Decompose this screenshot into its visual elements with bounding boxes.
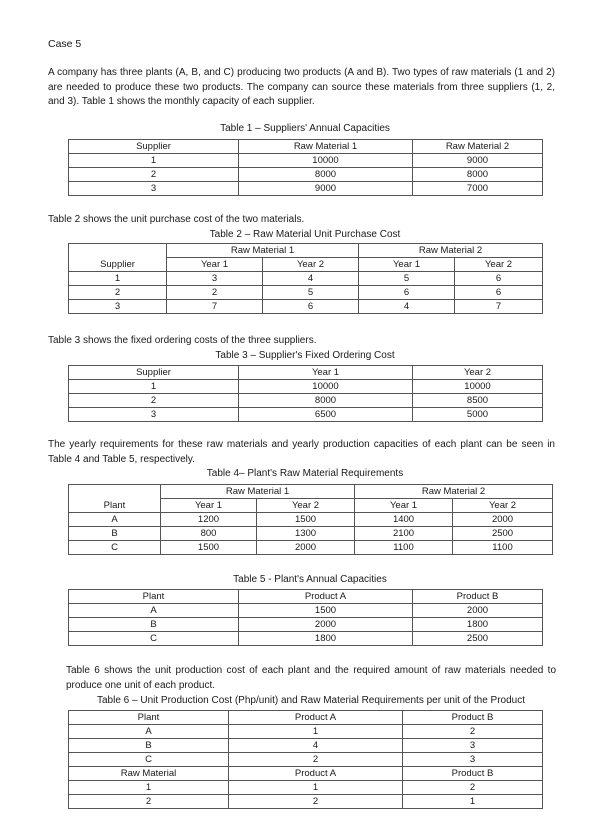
table2-group-header: Raw Material 2 (359, 244, 543, 258)
table5-cell: C (69, 632, 239, 646)
table3-cell: 5000 (413, 408, 543, 422)
table4-cell: 1500 (161, 541, 257, 555)
table1-header: Raw Material 2 (413, 140, 543, 154)
table2-intro: Table 2 shows the unit purchase cost of the two materials. (48, 214, 305, 225)
table6-header: Product B (403, 767, 543, 781)
table4-cell: 2000 (257, 541, 355, 555)
table6-cell: 1 (229, 725, 403, 739)
table4-cell: 1200 (161, 513, 257, 527)
table5-cell: 2000 (239, 618, 413, 632)
intro-paragraph: A company has three plants (A, B, and C) producing two products (A and B). Two types of raw materials (1 and 2) are needed to produce these two products. The company can source these materials from three suppliers (1, 2, and 3). Table 1 shows the monthly capacity of each supplier. (48, 67, 555, 107)
table6-cell: 4 (229, 739, 403, 753)
table2-cell: 5 (263, 286, 359, 300)
table6-cell: 2 (229, 753, 403, 767)
table4-caption: Table 4– Plant's Raw Material Requirements (206, 468, 404, 479)
table1-cell: 9000 (413, 154, 543, 168)
table6-cell: B (69, 739, 229, 753)
page-heading: Case 5 (48, 38, 82, 50)
table6-cell: 1 (69, 781, 229, 795)
table3-cell: 6500 (239, 408, 413, 422)
table6-cell: 3 (403, 739, 543, 753)
table1-cell: 2 (69, 168, 239, 182)
table2-cell: 3 (69, 300, 167, 314)
table6 (68, 710, 543, 809)
table6-cell: 2 (229, 795, 403, 809)
table1-cell: 8000 (239, 168, 413, 182)
table1-cell: 8000 (413, 168, 543, 182)
table6-cell: A (69, 725, 229, 739)
table6-header: Plant (69, 711, 229, 725)
table1-cell: 1 (69, 154, 239, 168)
table4-cell: 2000 (453, 513, 553, 527)
table6-header: Product A (229, 767, 403, 781)
table2-cell: 6 (263, 300, 359, 314)
table6-intro: Table 6 shows the unit production cost of each plant and the required amount of raw materials needed to produce one unit of each product. (66, 665, 556, 691)
table2-cell: 2 (167, 286, 263, 300)
table6-header: Raw Material (69, 767, 229, 781)
table4-group-header: Raw Material 2 (355, 485, 553, 499)
table3-intro: Table 3 shows the fixed ordering costs of the three suppliers. (48, 335, 317, 346)
table3-cell: 2 (69, 394, 239, 408)
table1-cell: 9000 (239, 182, 413, 196)
table1-header: Raw Material 1 (239, 140, 413, 154)
table4-cell: 1300 (257, 527, 355, 541)
table2-cell: 5 (359, 272, 455, 286)
table3-cell: 1 (69, 380, 239, 394)
table2-cell: 7 (455, 300, 543, 314)
table4 (68, 484, 553, 555)
table5-header: Product B (413, 590, 543, 604)
table3-cell: 10000 (413, 380, 543, 394)
table5-cell: 2500 (413, 632, 543, 646)
table3-header: Year 2 (413, 366, 543, 380)
table4-cell: 800 (161, 527, 257, 541)
table2-cell: 6 (455, 286, 543, 300)
table4-header: Year 1 (355, 499, 453, 513)
table4-cell: 1400 (355, 513, 453, 527)
table2-cell: 1 (69, 272, 167, 286)
table1 (68, 139, 543, 196)
table2-cell: 7 (167, 300, 263, 314)
table1-cell: 3 (69, 182, 239, 196)
table2-caption: Table 2 – Raw Material Unit Purchase Cost (209, 229, 401, 240)
table4-header: Year 2 (453, 499, 553, 513)
table4-group-header: Raw Material 1 (161, 485, 355, 499)
table4-cell: 2100 (355, 527, 453, 541)
table5-cell: 1800 (413, 618, 543, 632)
table4-header: Plant (69, 499, 161, 513)
table4-cell: A (69, 513, 161, 527)
table2-cell: 6 (455, 272, 543, 286)
table2-cell: 2 (69, 286, 167, 300)
table6-cell: 3 (403, 753, 543, 767)
table2-header: Year 1 (167, 258, 263, 272)
table5-cell: 1500 (239, 604, 413, 618)
table3-cell: 3 (69, 408, 239, 422)
table6-cell: 2 (403, 725, 543, 739)
table3-cell: 8500 (413, 394, 543, 408)
table2-header: Year 2 (263, 258, 359, 272)
table6-cell: 1 (403, 795, 543, 809)
table2-cell: 3 (167, 272, 263, 286)
table1-caption: Table 1 – Suppliers' Annual Capacities (220, 123, 390, 134)
table6-caption: Table 6 – Unit Production Cost (Php/unit) and Raw Material Requirements per unit of the Product (97, 695, 525, 706)
table6-cell: 1 (229, 781, 403, 795)
table3-cell: 10000 (239, 380, 413, 394)
table5 (68, 589, 543, 646)
table2-header: Year 2 (455, 258, 543, 272)
table4-cell: C (69, 541, 161, 555)
table4-cell: B (69, 527, 161, 541)
table4-cell: 2500 (453, 527, 553, 541)
table2-cell: 6 (359, 286, 455, 300)
table1-cell: 7000 (413, 182, 543, 196)
table5-header: Plant (69, 590, 239, 604)
table2-header: Supplier (69, 258, 167, 272)
table2-cell: 4 (359, 300, 455, 314)
table2-cell: 4 (263, 272, 359, 286)
table6-header: Product A (229, 711, 403, 725)
table6-cell: 2 (403, 781, 543, 795)
table1-header: Supplier (69, 140, 239, 154)
table3-caption: Table 3 – Supplier's Fixed Ordering Cost (215, 350, 395, 361)
table3-header: Year 1 (239, 366, 413, 380)
table5-header: Product A (239, 590, 413, 604)
table5-cell: 2000 (413, 604, 543, 618)
table4-header: Year 2 (257, 499, 355, 513)
table2-header: Year 1 (359, 258, 455, 272)
table2 (68, 243, 543, 314)
table2-corner (69, 244, 167, 258)
table2-group-header: Raw Material 1 (167, 244, 359, 258)
table4-intro: The yearly requirements for these raw materials and yearly production capacities of each plant can be seen in Table 4 and Table 5, respectively. (48, 439, 555, 465)
table6-cell: 2 (69, 795, 229, 809)
table4-header: Year 1 (161, 499, 257, 513)
table1-cell: 10000 (239, 154, 413, 168)
table6-header: Product B (403, 711, 543, 725)
table4-cell: 1100 (355, 541, 453, 555)
table3-header: Supplier (69, 366, 239, 380)
table3-cell: 8000 (239, 394, 413, 408)
table5-cell: B (69, 618, 239, 632)
table5-cell: 1800 (239, 632, 413, 646)
table6-cell: C (69, 753, 229, 767)
table4-cell: 1100 (453, 541, 553, 555)
table4-cell: 1500 (257, 513, 355, 527)
table3 (68, 365, 543, 422)
table4-corner (69, 485, 161, 499)
table5-cell: A (69, 604, 239, 618)
table5-caption: Table 5 - Plant's Annual Capacities (233, 574, 387, 585)
